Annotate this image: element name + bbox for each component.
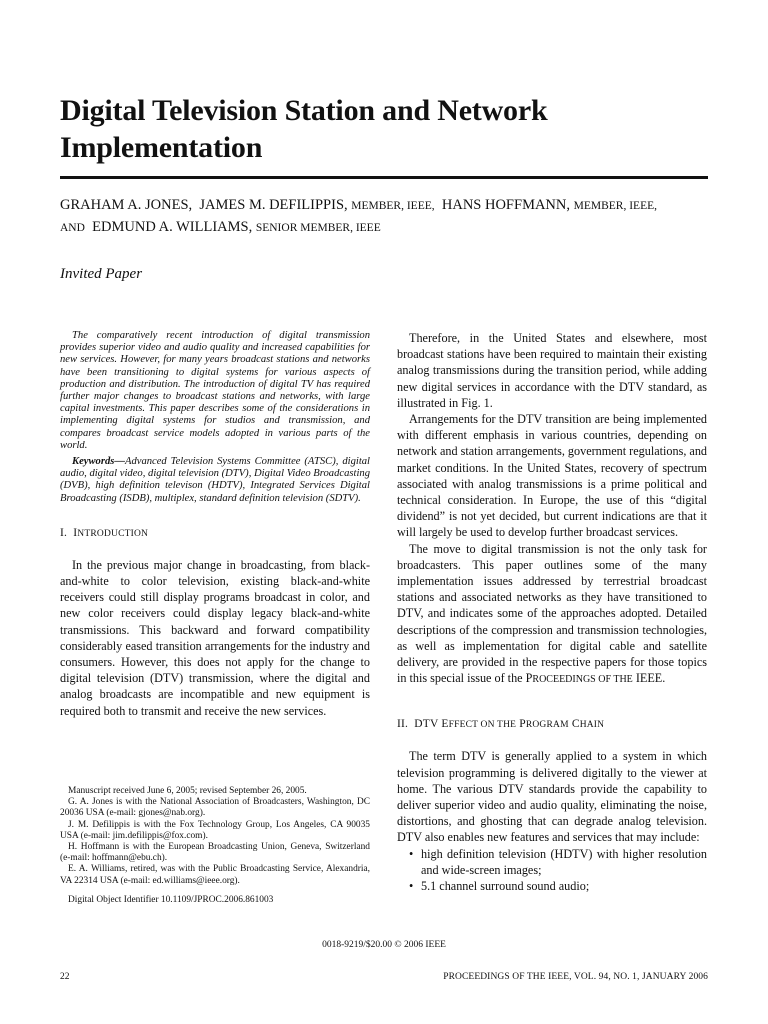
dtv-effect-body xyxy=(397,748,707,894)
paragraph: Arrangements for the DTV transition are being implemented with different emphasis in various countries, depending on network and station arrangements, government regulations, and market conditions. In the United States, recovery of spectrum associated with analog transmissions is a prime political and technical consideration. In Europe, the use of this “digital dividend” is not yet decided, but current indications are that it will largely be used to develop further broadcast services. xyxy=(397,412,708,540)
author-3: HANS HOFFMANN, xyxy=(441,197,570,213)
footnote: E. A. Williams, retired, was with the Public Broadcasting Service, Alexandria, VA 22314 USA (e-mail: ed.williams@ieee.org). xyxy=(60,864,370,886)
author-and: AND xyxy=(60,222,85,234)
author-3-affiliation: MEMBER, IEEE, xyxy=(573,200,657,212)
keywords xyxy=(60,456,370,505)
paragraph: Therefore, in the United States and elsewhere, most broadcast stations have been required to maintain their existing analog transmissions during the transition period, while adding new digital services in accordance with the DTV standard, as illustrated in Fig. 1. xyxy=(397,331,707,410)
author-2: JAMES M. DEFILIPPIS, xyxy=(199,197,348,213)
footnote: G. A. Jones is with the National Association of Broadcasters, Washington, DC 20036 USA (e-mail: gjones@nab.org). xyxy=(60,797,370,819)
author-4: EDMUND A. WILLIAMS, xyxy=(92,219,253,235)
section-number: I. xyxy=(60,526,68,539)
section-heading-introduction: I. INTRODUCTION xyxy=(60,526,149,539)
doi: Digital Object Identifier 10.1109/JPROC.2006.861003 xyxy=(68,894,274,905)
copyright: 0018-9219/$20.00 © 2006 IEEE xyxy=(322,940,446,950)
bullet-list xyxy=(397,846,707,895)
list-item: • high definition television (HDTV) with higher resolution and wide-screen images; xyxy=(411,846,707,878)
page-number: 22 xyxy=(60,972,70,982)
author-2-affiliation: MEMBER, IEEE, xyxy=(351,200,435,212)
footnote: J. M. Defilippis is with the Fox Technology Group, Los Angeles, CA 90035 USA (e-mail: jim.defilippis@fox.com). xyxy=(60,819,370,841)
list-item: • 5.1 channel surround sound audio; xyxy=(411,878,707,894)
author-4-affiliation: SENIOR MEMBER, IEEE xyxy=(255,222,381,234)
paragraph: The term DTV is generally applied to a system in which television programming is delivered digitally to the viewer at home. The various DTV standards provide the capability to deliver superior video and audio quality, eliminating the noise, distortions, and ghosting that can degrade analog television. DTV also enables new features and services that may include: xyxy=(397,749,707,845)
journal-footer: PROCEEDINGS OF THE IEEE, VOL. 94, NO. 1, JANUARY 2006 xyxy=(443,972,708,982)
author-1: GRAHAM A. JONES, xyxy=(60,197,193,213)
footnote: H. Hoffmann is with the European Broadcasting Union, Geneva, Switzerland (e-mail: hoffmann@ebu.ch). xyxy=(60,842,370,864)
paragraph: In the previous major change in broadcasting, from black-and-white to color television, existing black-and-white receivers could still display programs broadcast in color, and new color receivers could display legacy black-and-white transmissions. This backward and forward compatibility considerably eased transition arrangements for the industry and consumers. However, this does not apply for the change to digital television (DTV) transmission, where the digital and analog broadcasts are incompatible and new equipment is required both to transmit and receive the new services. xyxy=(60,557,370,718)
footnote: Manuscript received June 6, 2005; revised September 26, 2005. xyxy=(68,786,307,796)
paper-type: Invited Paper xyxy=(60,266,143,282)
abstract xyxy=(60,330,370,505)
paragraph: The move to digital transmission is not the only task for broadcasters. This paper outlines some of the many implementation issues addressed by terrestrial broadcast stations and associated networks as they have transitioned to DTV, and indicates some of the approaches adopted. Detailed descriptions of the compression and transmission technologies, as well as implementation for digital cable and satellite delivery, are provided in the respective papers for those topics in this special issue of the PROCEEDINGS OF THE IEEE. xyxy=(397,541,707,686)
right-column xyxy=(397,330,707,894)
section-number: II. xyxy=(397,718,409,731)
right-body xyxy=(397,330,707,688)
introduction-body xyxy=(60,557,370,719)
left-column xyxy=(60,330,370,719)
abstract-text: The comparatively recent introduction of digital transmission provides superior video and audio quality and increased capabilities for new services. However, for many years broadcast stations and networks have been transitioning to digital systems for various aspects of production and distribution. The introduction of digital TV has required further major changes to broadcast stations and networks, with large capital investments. This paper describes some of the considerations in implementing digital systems for studios and transmission, and compares broadcast service models adopted in various parts of the world. xyxy=(60,330,370,451)
paper-title: Digital Television Station and Network Implementation xyxy=(60,94,548,164)
keywords-text: Advanced Television Systems Committee (ATSC), digital audio, digital video, digital television (DTV), Digital Video Broadcasting (DVB), high definition televison (HDTV), Integrated Services Digital Broadcasting (ISDB), multiplex, standard definition television (SDTV). xyxy=(60,456,370,504)
keywords-label: Keywords— xyxy=(72,456,125,468)
section-heading-dtv-effect: II. DTV EFFECT ON THE PROGRAM CHAIN xyxy=(397,718,605,731)
author-list xyxy=(60,195,720,239)
title-rule xyxy=(60,176,708,179)
footnotes xyxy=(60,786,370,906)
